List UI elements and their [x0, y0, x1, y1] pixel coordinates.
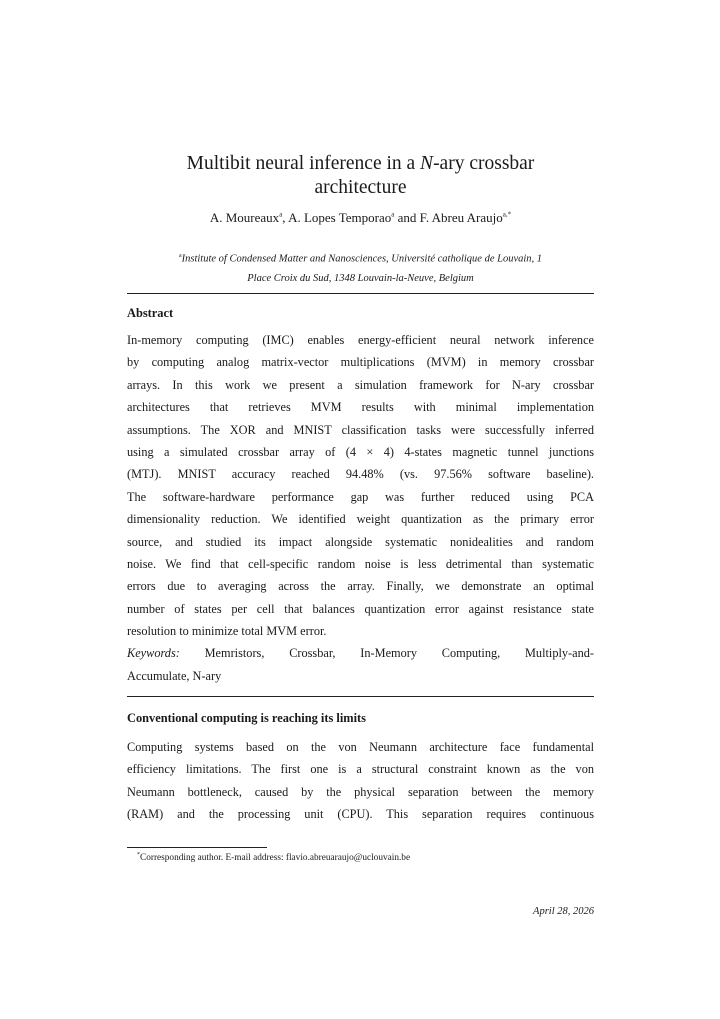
abstract-line: resolution to minimize total MVM error. [127, 624, 327, 639]
affil-line: Institute of Condensed Matter and Nanosciences, Université catholique de Louvain, 1 [181, 253, 543, 265]
section-body [127, 736, 594, 826]
abstract-line: source, and studied its impact alongside systematic nonidealities and random [127, 534, 594, 549]
author-name: A. Moureaux [209, 210, 280, 225]
page-date: April 28, 2026 [533, 906, 594, 917]
abstract-line: arrays. In this work we present a simulation framework for N-ary crossbar [127, 377, 594, 392]
abstract-line: In-memory computing (IMC) enables energy-efficient neural network inference [127, 333, 594, 347]
affil-line: Place Croix du Sud, 1348 Louvain-la-Neuve, Belgium [247, 272, 474, 284]
author-name: and F. Abreu Araujo [394, 210, 503, 225]
abstract-line: number of states per cell that balances quantization error against resistance state [127, 601, 594, 616]
abstract-line: dimensionality reduction. We identified weight quantization as the primary error [127, 512, 594, 527]
abstract-line: using a simulated crossbar array of (4 × 4) 4-states magnetic tunnel junctions [127, 444, 594, 459]
abstract-line: architectures that retrieves MVM results with minimal implementation [127, 400, 594, 415]
affil-mark: a [178, 253, 182, 259]
abstract-line: noise. We find that cell-specific random noise is less detrimental than systematic [127, 556, 594, 571]
abstract-line: The software-hardware performance gap was further reduced using PCA [127, 489, 594, 504]
keywords-text: Memristors, Crossbar, In-Memory Computing, Multiply-and- [179, 646, 594, 661]
footnote [137, 852, 410, 863]
author-affil-mark: a,* [502, 210, 512, 219]
author-affil-mark: a [279, 210, 283, 219]
abstract-body [127, 329, 594, 687]
title-part: Multibit neural inference in a [186, 153, 421, 174]
footnote-text: Corresponding author. E-mail address: flavio.abreuaraujo@uclouvain.be [140, 853, 411, 864]
body-line: (RAM) and the processing unit (CPU). This separation requires continuous [127, 807, 594, 822]
abstract-bottom-rule [127, 696, 594, 697]
title-line2: architecture [314, 177, 407, 198]
title-part: -ary crossbar [433, 153, 535, 174]
body-line: Computing systems based on the von Neumann architecture face fundamental [127, 740, 594, 754]
keywords-line2: Accumulate, N-ary [127, 668, 222, 683]
abstract-line: by computing analog matrix-vector multiplications (MVM) in memory crossbar [127, 355, 594, 370]
body-line: efficiency limitations. The first one is a structural constraint known as the von [127, 762, 594, 777]
title-italic-n: N [420, 153, 434, 174]
abstract-top-rule [127, 293, 594, 294]
footnote-mark: * [137, 852, 140, 858]
author-affil-mark: a [391, 210, 395, 219]
abstract-line: (MTJ). MNIST accuracy reached 94.48% (vs. 97.56% software baseline). [127, 467, 594, 482]
abstract-heading: Abstract [127, 306, 174, 320]
affiliation [127, 247, 594, 288]
author-name: , A. Lopes Temporao [282, 210, 392, 225]
abstract-line: assumptions. The XOR and MNIST classification tasks were successfully inferred [127, 422, 594, 437]
paper-title [127, 152, 594, 200]
body-line: Neumann bottleneck, caused by the physical separation between the memory [127, 784, 594, 799]
section-heading: Conventional computing is reaching its limits [127, 711, 366, 725]
keywords-label: Keywords: [127, 646, 180, 661]
footnote-rule [127, 847, 267, 848]
keywords-line [127, 642, 594, 664]
author-list [127, 210, 594, 226]
abstract-line: errors due to averaging across the array. Finally, we demonstrate an optimal [127, 579, 594, 594]
